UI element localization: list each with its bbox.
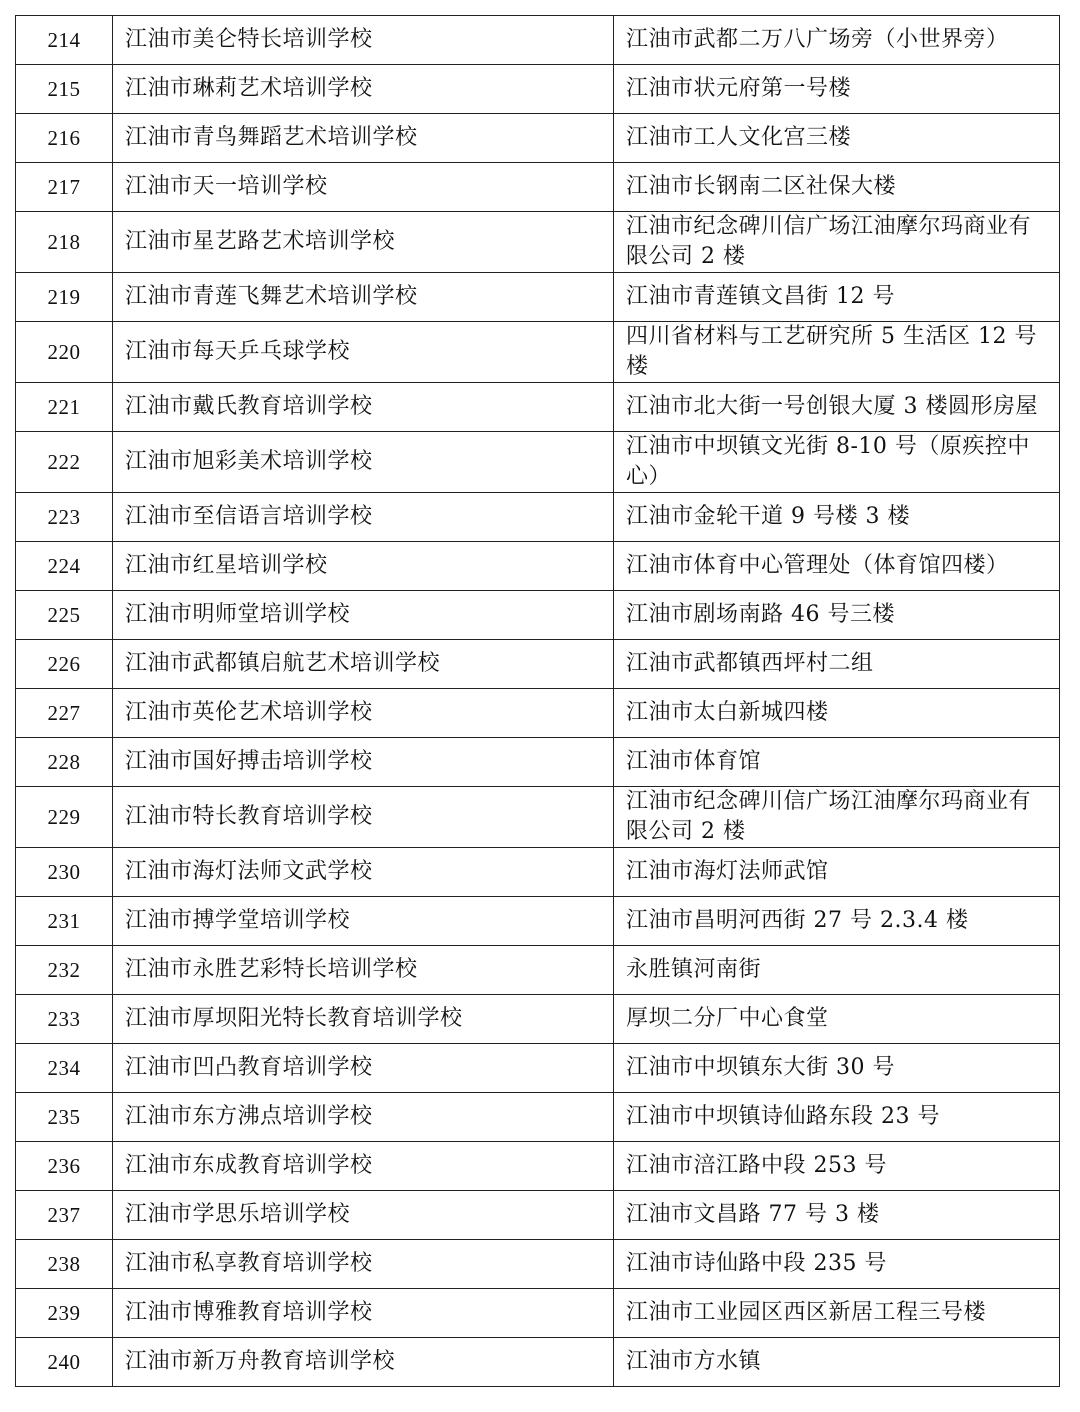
- row-number: 239: [16, 1289, 113, 1338]
- table-row: [16, 322, 1060, 383]
- school-table-container: [15, 15, 1060, 1387]
- school-address: 厚坝二分厂中心食堂: [614, 995, 1060, 1044]
- school-name: 江油市国好搏击培训学校: [113, 738, 614, 787]
- school-address: 江油市北大街一号创银大厦 3 楼圆形房屋: [614, 383, 1060, 432]
- table-row: [16, 383, 1060, 432]
- table-row: [16, 738, 1060, 787]
- school-name: 江油市天一培训学校: [113, 163, 614, 212]
- school-table-body: [16, 16, 1060, 1387]
- school-address: 江油市诗仙路中段 235 号: [614, 1240, 1060, 1289]
- school-address: 江油市中坝镇东大街 30 号: [614, 1044, 1060, 1093]
- school-name: 江油市青鸟舞蹈艺术培训学校: [113, 114, 614, 163]
- school-address: 江油市纪念碑川信广场江油摩尔玛商业有限公司 2 楼: [614, 212, 1060, 273]
- row-number: 227: [16, 689, 113, 738]
- row-number: 217: [16, 163, 113, 212]
- school-name: 江油市旭彩美术培训学校: [113, 432, 614, 493]
- table-row: [16, 432, 1060, 493]
- table-row: [16, 591, 1060, 640]
- row-number: 223: [16, 493, 113, 542]
- table-row: [16, 1142, 1060, 1191]
- table-row: [16, 114, 1060, 163]
- row-number: 231: [16, 897, 113, 946]
- school-name: 江油市明师堂培训学校: [113, 591, 614, 640]
- table-row: [16, 1191, 1060, 1240]
- school-name: 江油市星艺路艺术培训学校: [113, 212, 614, 273]
- table-row: [16, 848, 1060, 897]
- school-address: 江油市海灯法师武馆: [614, 848, 1060, 897]
- table-row: [16, 273, 1060, 322]
- table-row: [16, 493, 1060, 542]
- row-number: 237: [16, 1191, 113, 1240]
- school-name: 江油市东方沸点培训学校: [113, 1093, 614, 1142]
- school-address: 江油市工人文化宫三楼: [614, 114, 1060, 163]
- row-number: 233: [16, 995, 113, 1044]
- row-number: 224: [16, 542, 113, 591]
- school-address: 江油市工业园区西区新居工程三号楼: [614, 1289, 1060, 1338]
- school-address: 江油市体育中心管理处（体育馆四楼）: [614, 542, 1060, 591]
- row-number: 236: [16, 1142, 113, 1191]
- school-name: 江油市戴氏教育培训学校: [113, 383, 614, 432]
- table-row: [16, 1093, 1060, 1142]
- school-address: 江油市体育馆: [614, 738, 1060, 787]
- table-row: [16, 163, 1060, 212]
- table-row: [16, 897, 1060, 946]
- school-name: 江油市私享教育培训学校: [113, 1240, 614, 1289]
- table-row: [16, 640, 1060, 689]
- row-number: 238: [16, 1240, 113, 1289]
- row-number: 235: [16, 1093, 113, 1142]
- school-address: 江油市昌明河西街 27 号 2.3.4 楼: [614, 897, 1060, 946]
- school-address: 江油市金轮干道 9 号楼 3 楼: [614, 493, 1060, 542]
- row-number: 240: [16, 1338, 113, 1387]
- row-number: 230: [16, 848, 113, 897]
- row-number: 220: [16, 322, 113, 383]
- school-name: 江油市新万舟教育培训学校: [113, 1338, 614, 1387]
- school-address: 江油市青莲镇文昌街 12 号: [614, 273, 1060, 322]
- school-name: 江油市英伦艺术培训学校: [113, 689, 614, 738]
- row-number: 234: [16, 1044, 113, 1093]
- school-name: 江油市搏学堂培训学校: [113, 897, 614, 946]
- school-name: 江油市东成教育培训学校: [113, 1142, 614, 1191]
- row-number: 219: [16, 273, 113, 322]
- row-number: 225: [16, 591, 113, 640]
- school-address: 江油市中坝镇诗仙路东段 23 号: [614, 1093, 1060, 1142]
- school-address: 江油市涪江路中段 253 号: [614, 1142, 1060, 1191]
- table-row: [16, 1240, 1060, 1289]
- table-row: [16, 16, 1060, 65]
- table-row: [16, 212, 1060, 273]
- school-address: 江油市武都镇西坪村二组: [614, 640, 1060, 689]
- school-name: 江油市武都镇启航艺术培训学校: [113, 640, 614, 689]
- school-address: 江油市长钢南二区社保大楼: [614, 163, 1060, 212]
- school-name: 江油市永胜艺彩特长培训学校: [113, 946, 614, 995]
- row-number: 226: [16, 640, 113, 689]
- school-name: 江油市特长教育培训学校: [113, 787, 614, 848]
- row-number: 232: [16, 946, 113, 995]
- school-name: 江油市海灯法师文武学校: [113, 848, 614, 897]
- table-row: [16, 946, 1060, 995]
- school-address: 江油市状元府第一号楼: [614, 65, 1060, 114]
- school-name: 江油市美仑特长培训学校: [113, 16, 614, 65]
- school-name: 江油市至信语言培训学校: [113, 493, 614, 542]
- row-number: 221: [16, 383, 113, 432]
- row-number: 215: [16, 65, 113, 114]
- row-number: 228: [16, 738, 113, 787]
- school-address: 江油市方水镇: [614, 1338, 1060, 1387]
- row-number: 218: [16, 212, 113, 273]
- school-address: 四川省材料与工艺研究所 5 生活区 12 号楼: [614, 322, 1060, 383]
- table-row: [16, 65, 1060, 114]
- school-address: 江油市武都二万八广场旁（小世界旁）: [614, 16, 1060, 65]
- row-number: 222: [16, 432, 113, 493]
- school-address: 江油市中坝镇文光街 8-10 号（原疾控中心）: [614, 432, 1060, 493]
- table-row: [16, 1338, 1060, 1387]
- row-number: 216: [16, 114, 113, 163]
- row-number: 229: [16, 787, 113, 848]
- table-row: [16, 689, 1060, 738]
- school-name: 江油市每天乒乓球学校: [113, 322, 614, 383]
- table-row: [16, 995, 1060, 1044]
- school-name: 江油市凹凸教育培训学校: [113, 1044, 614, 1093]
- school-address: 江油市文昌路 77 号 3 楼: [614, 1191, 1060, 1240]
- school-address: 江油市太白新城四楼: [614, 689, 1060, 738]
- school-name: 江油市青莲飞舞艺术培训学校: [113, 273, 614, 322]
- table-row: [16, 787, 1060, 848]
- table-row: [16, 1044, 1060, 1093]
- school-name: 江油市琳莉艺术培训学校: [113, 65, 614, 114]
- row-number: 214: [16, 16, 113, 65]
- school-name: 江油市博雅教育培训学校: [113, 1289, 614, 1338]
- school-name: 江油市学思乐培训学校: [113, 1191, 614, 1240]
- school-name: 江油市红星培训学校: [113, 542, 614, 591]
- school-address: 江油市纪念碑川信广场江油摩尔玛商业有限公司 2 楼: [614, 787, 1060, 848]
- school-address: 永胜镇河南街: [614, 946, 1060, 995]
- table-row: [16, 1289, 1060, 1338]
- table-row: [16, 542, 1060, 591]
- school-table: [15, 15, 1060, 1387]
- school-name: 江油市厚坝阳光特长教育培训学校: [113, 995, 614, 1044]
- school-address: 江油市剧场南路 46 号三楼: [614, 591, 1060, 640]
